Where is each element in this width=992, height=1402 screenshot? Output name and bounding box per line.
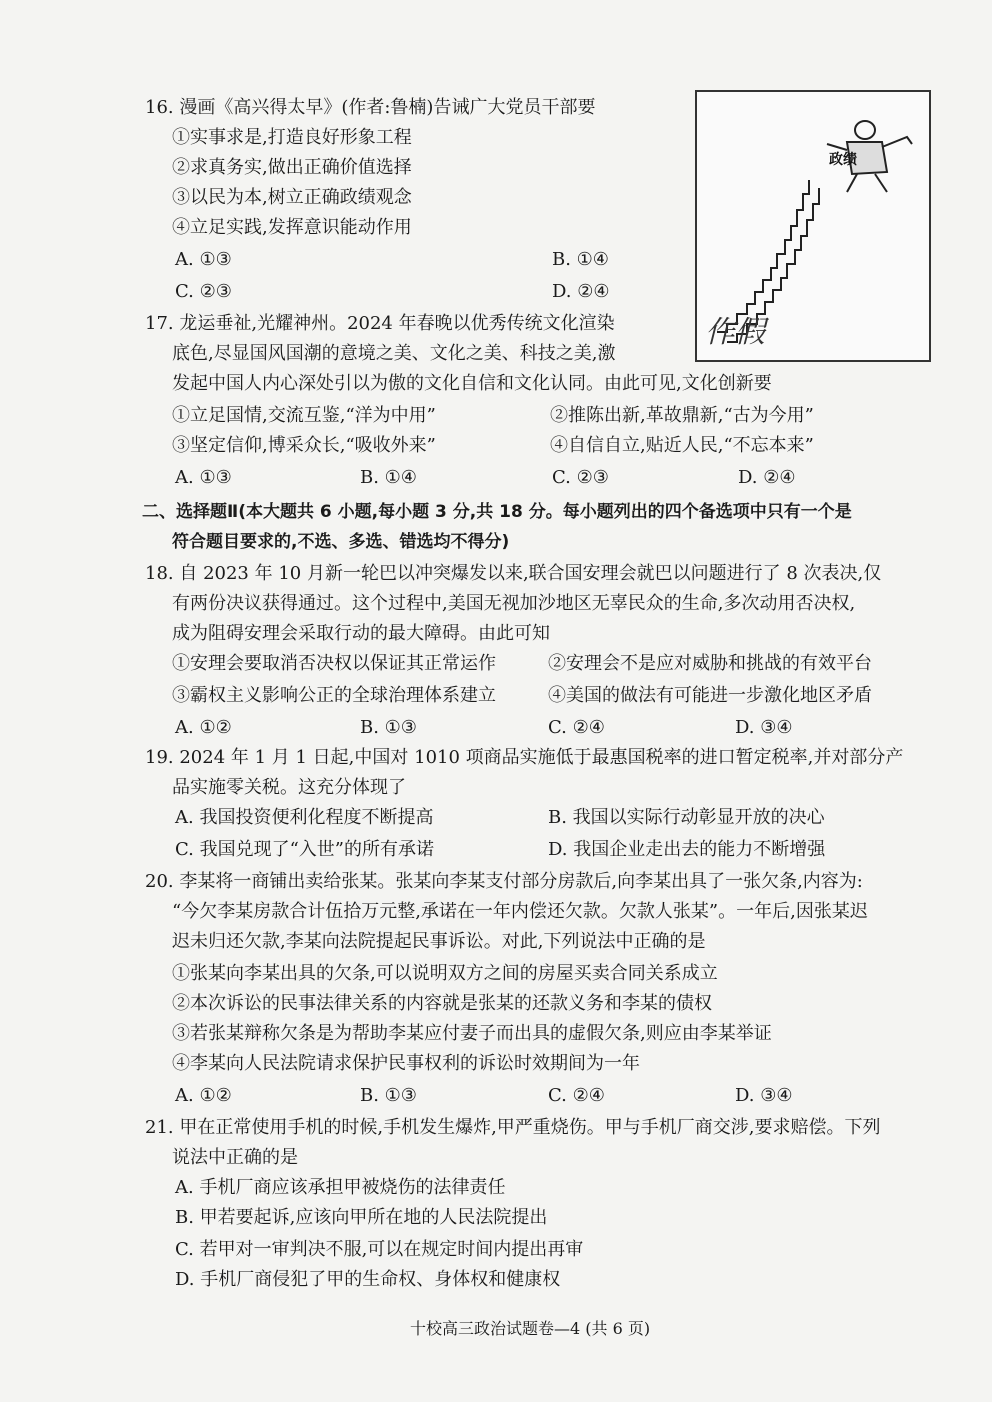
q17-line-1: 17. 龙运垂祉,光耀神州。2024 年春晚以优秀传统文化渲染 xyxy=(145,313,615,334)
q18-option-b: B. ①③ xyxy=(360,717,417,738)
q16-item-4: ④立足实践,发挥意识能动作用 xyxy=(172,217,412,238)
section2-heading-2: 符合题目要求的,不选、多选、错选均不得分) xyxy=(172,532,510,552)
q18-line-3: 成为阻碍安理会采取行动的最大障碍。由此可知 xyxy=(172,623,550,644)
q17-option-d: D. ②④ xyxy=(738,467,796,488)
q21-option-a: A. 手机厂商应该承担甲被烧伤的法律责任 xyxy=(175,1177,506,1198)
q18-option-c: C. ②④ xyxy=(548,717,605,738)
q20-option-c: C. ②④ xyxy=(548,1085,605,1106)
q20-line-1: 20. 李某将一商铺出卖给张某。张某向李某支付部分房款后,向李某出具了一张欠条,内容为: xyxy=(145,871,863,892)
q19-option-a: A. 我国投资便利化程度不断提高 xyxy=(175,807,434,828)
q16-item-2: ②求真务实,做出正确价值选择 xyxy=(172,157,412,178)
q18-item-1: ①安理会要取消否决权以保证其正常运作 xyxy=(172,653,496,674)
q17-option-a: A. ①③ xyxy=(175,467,232,488)
q17-option-c: C. ②③ xyxy=(552,467,609,488)
q20-option-b: B. ①③ xyxy=(360,1085,417,1106)
q16-option-d: D. ②④ xyxy=(552,281,610,302)
q16-option-a: A. ①③ xyxy=(175,249,232,270)
q20-line-3: 迟未归还欠款,李某向法院提起民事诉讼。对此,下列说法中正确的是 xyxy=(172,931,706,952)
q17-line-3: 发起中国人内心深处引以为傲的文化自信和文化认同。由此可见,文化创新要 xyxy=(172,373,772,394)
q18-option-a: A. ①② xyxy=(175,717,232,738)
q17-item-2: ②推陈出新,革故鼎新,“古为今用” xyxy=(550,405,814,426)
q19-option-c: C. 我国兑现了“入世”的所有承诺 xyxy=(175,839,434,860)
q21-option-c: C. 若甲对一审判决不服,可以在规定时间内提出再审 xyxy=(175,1239,584,1260)
q16-cartoon xyxy=(695,90,931,362)
q18-item-2: ②安理会不是应对威胁和挑战的有效平台 xyxy=(548,653,872,674)
q18-line-2: 有两份决议获得通过。这个过程中,美国无视加沙地区无辜民众的生命,多次动用否决权, xyxy=(172,593,856,614)
q21-option-d: D. 手机厂商侵犯了甲的生命权、身体权和健康权 xyxy=(175,1269,561,1290)
q18-item-4: ④美国的做法有可能进一步激化地区矛盾 xyxy=(548,685,872,706)
q20-item-2: ②本次诉讼的民事法律关系的内容就是张某的还款义务和李某的债权 xyxy=(172,993,712,1014)
cartoon-label-top: 政绩 xyxy=(829,152,857,168)
q19-option-b: B. 我国以实际行动彰显开放的决心 xyxy=(548,807,825,828)
q20-item-3: ③若张某辩称欠条是为帮助李某应付妻子而出具的虚假欠条,则应由李某举证 xyxy=(172,1023,772,1044)
q18-line-1: 18. 自 2023 年 10 月新一轮巴以冲突爆发以来,联合国安理会就巴以问题进行了 8 次表决,仅 xyxy=(145,563,882,584)
q16-option-b: B. ①④ xyxy=(552,249,609,270)
cartoon-drawing xyxy=(697,92,929,360)
q17-line-2: 底色,尽显国风国潮的意境之美、文化之美、科技之美,激 xyxy=(172,343,616,364)
q18-option-d: D. ③④ xyxy=(735,717,793,738)
cartoon-label-bottom: 作假 xyxy=(705,315,765,350)
q20-item-1: ①张某向李某出具的欠条,可以说明双方之间的房屋买卖合同关系成立 xyxy=(172,963,718,984)
q20-option-a: A. ①② xyxy=(175,1085,232,1106)
q17-item-3: ③坚定信仰,博采众长,“吸收外来” xyxy=(172,435,436,456)
q20-option-d: D. ③④ xyxy=(735,1085,793,1106)
page-footer: 十校高三政治试题卷—4 (共 6 页) xyxy=(410,1319,651,1338)
q20-item-4: ④李某向人民法院请求保护民事权利的诉讼时效期间为一年 xyxy=(172,1053,640,1074)
q19-line-2: 品实施零关税。这充分体现了 xyxy=(172,777,406,798)
q21-option-b: B. 甲若要起诉,应该向甲所在地的人民法院提出 xyxy=(175,1207,548,1228)
section2-heading-1: 二、选择题Ⅱ(本大题共 6 小题,每小题 3 分,共 18 分。每小题列出的四个备选项中只有一个是 xyxy=(142,502,852,522)
q16-item-3: ③以民为本,树立正确政绩观念 xyxy=(172,187,412,208)
q16-stem: 16. 漫画《高兴得太早》(作者:鲁楠)告诫广大党员干部要 xyxy=(145,97,596,118)
q16-option-c: C. ②③ xyxy=(175,281,232,302)
q21-line-1: 21. 甲在正常使用手机的时候,手机发生爆炸,甲严重烧伤。甲与手机厂商交涉,要求赔偿。下列 xyxy=(145,1117,881,1138)
q16-item-1: ①实事求是,打造良好形象工程 xyxy=(172,127,412,148)
q19-option-d: D. 我国企业走出去的能力不断增强 xyxy=(548,839,826,860)
q18-item-3: ③霸权主义影响公正的全球治理体系建立 xyxy=(172,685,496,706)
q21-line-2: 说法中正确的是 xyxy=(172,1147,298,1168)
q17-item-4: ④自信自立,贴近人民,“不忘本来” xyxy=(550,435,814,456)
q17-option-b: B. ①④ xyxy=(360,467,417,488)
q20-line-2: “今欠李某房款合计伍拾万元整,承诺在一年内偿还欠款。欠款人张某”。一年后,因张某迟 xyxy=(172,901,868,922)
q19-line-1: 19. 2024 年 1 月 1 日起,中国对 1010 项商品实施低于最惠国税率的进口暂定税率,并对部分产 xyxy=(145,747,904,768)
q17-item-1: ①立足国情,交流互鉴,“洋为中用” xyxy=(172,405,436,426)
